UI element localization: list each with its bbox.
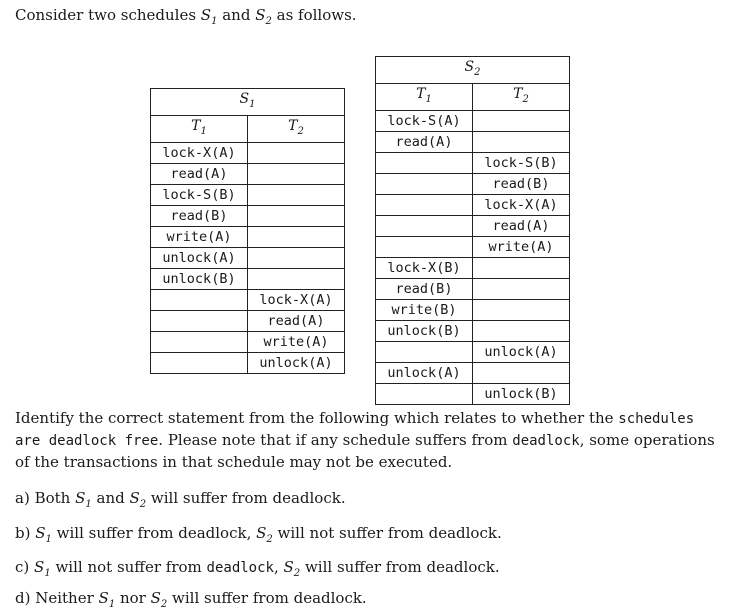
schedule2-cell xyxy=(376,215,473,236)
schedule1-title: $S_1$ xyxy=(151,89,345,116)
schedule2-cell xyxy=(376,341,473,362)
schedule2-cell: unlock(B) xyxy=(376,320,473,341)
intro-and: and xyxy=(217,6,256,24)
schedule2-cell: write(A) xyxy=(473,236,570,257)
schedule1-cell xyxy=(248,184,345,205)
table-row xyxy=(376,341,570,362)
option-d[interactable]: d) Neither $S_1$ nor $S_2$ will suffer from deadlock. xyxy=(15,589,367,610)
schedule2-cell: read(B) xyxy=(473,173,570,194)
table-row xyxy=(151,184,345,205)
table-row xyxy=(376,152,570,173)
table-row xyxy=(151,268,345,289)
schedule2-cell xyxy=(376,236,473,257)
schedule1-header-t2: $T_2$ xyxy=(248,115,345,142)
table-row xyxy=(151,226,345,247)
intro-post: as follows. xyxy=(271,6,357,24)
table-row xyxy=(151,205,345,226)
schedule1-cell: read(B) xyxy=(151,205,248,226)
schedule1-cell: lock-S(B) xyxy=(151,184,248,205)
intro-s1: $S_1$ xyxy=(200,6,218,27)
table-row xyxy=(376,299,570,320)
schedule1-cell xyxy=(151,352,248,373)
schedule1-cell: unlock(A) xyxy=(151,247,248,268)
schedule2-cell: unlock(B) xyxy=(473,383,570,404)
schedule2-cell xyxy=(473,110,570,131)
schedule2-cell xyxy=(473,278,570,299)
table-row xyxy=(151,163,345,184)
intro-text xyxy=(15,6,357,27)
table-row xyxy=(376,194,570,215)
schedule2-title: $S_2$ xyxy=(376,57,570,84)
schedule2-header-t2: $T_2$ xyxy=(473,83,570,110)
schedule-2-table xyxy=(375,56,570,405)
question-text: Identify the correct statement from the following which relates to whether the schedules are deadlock free. Please note that if any schedule suffers from deadlock, some operations of the transactions in that schedule may not be executed. xyxy=(15,409,715,471)
option-c[interactable]: c) $S_1$ will not suffer from deadlock, $S_2$ will suffer from deadlock. xyxy=(15,558,500,579)
table-row xyxy=(151,331,345,352)
schedule2-cell xyxy=(376,152,473,173)
schedule2-cell xyxy=(473,257,570,278)
table-row xyxy=(376,383,570,404)
intro-pre: Consider two schedules xyxy=(15,6,201,24)
schedule2-cell: write(B) xyxy=(376,299,473,320)
schedule1-cell xyxy=(248,226,345,247)
schedule1-cell: lock-X(A) xyxy=(248,289,345,310)
schedule1-cell: read(A) xyxy=(248,310,345,331)
table-row xyxy=(151,142,345,163)
schedule1-cell xyxy=(151,310,248,331)
schedule2-cell xyxy=(376,194,473,215)
schedule2-cell: lock-S(A) xyxy=(376,110,473,131)
schedule1-cell xyxy=(248,268,345,289)
schedule2-cell: lock-X(A) xyxy=(473,194,570,215)
table-row xyxy=(151,289,345,310)
option-b[interactable]: b) $S_1$ will suffer from deadlock, $S_2$ will not suffer from deadlock. xyxy=(15,524,502,545)
schedule2-cell xyxy=(376,173,473,194)
table-row xyxy=(376,362,570,383)
schedule1-cell xyxy=(248,247,345,268)
table-row xyxy=(376,173,570,194)
table-row xyxy=(376,110,570,131)
schedule1-cell: read(A) xyxy=(151,163,248,184)
schedule2-cell xyxy=(473,131,570,152)
schedule1-cell xyxy=(151,331,248,352)
table-row xyxy=(376,131,570,152)
table-row xyxy=(151,310,345,331)
schedule1-cell: unlock(B) xyxy=(151,268,248,289)
schedule2-cell xyxy=(376,383,473,404)
table-row xyxy=(151,247,345,268)
schedule2-cell xyxy=(473,320,570,341)
schedule2-cell xyxy=(473,362,570,383)
schedule2-cell: read(A) xyxy=(376,131,473,152)
schedule1-cell xyxy=(248,142,345,163)
question-mono-2: deadlock xyxy=(512,433,580,449)
schedule1-cell: unlock(A) xyxy=(248,352,345,373)
schedule2-cell: unlock(A) xyxy=(376,362,473,383)
schedule1-cell: write(A) xyxy=(151,226,248,247)
table-row xyxy=(151,352,345,373)
schedule1-cell: lock-X(A) xyxy=(151,142,248,163)
option-a[interactable]: a) Both $S_1$ and $S_2$ will suffer from deadlock. xyxy=(15,489,346,510)
table-row xyxy=(376,278,570,299)
table-row xyxy=(376,236,570,257)
schedule1-cell xyxy=(248,205,345,226)
schedule2-cell: read(A) xyxy=(473,215,570,236)
table-row xyxy=(376,215,570,236)
schedule2-cell: lock-S(B) xyxy=(473,152,570,173)
schedule1-cell xyxy=(248,163,345,184)
table-row xyxy=(376,257,570,278)
schedule1-cell: write(A) xyxy=(248,331,345,352)
schedule2-cell xyxy=(473,299,570,320)
schedule2-cell: lock-X(B) xyxy=(376,257,473,278)
schedule1-header-t1: $T_1$ xyxy=(151,115,248,142)
schedule2-cell: unlock(A) xyxy=(473,341,570,362)
schedule1-cell xyxy=(151,289,248,310)
schedule-1-table xyxy=(150,88,345,374)
schedule2-cell: read(B) xyxy=(376,278,473,299)
intro-s2: $S_2$ xyxy=(255,6,272,27)
question-mono-1: schedules are deadlock free xyxy=(15,411,695,449)
table-row xyxy=(376,320,570,341)
schedule2-header-t1: $T_1$ xyxy=(376,83,473,110)
